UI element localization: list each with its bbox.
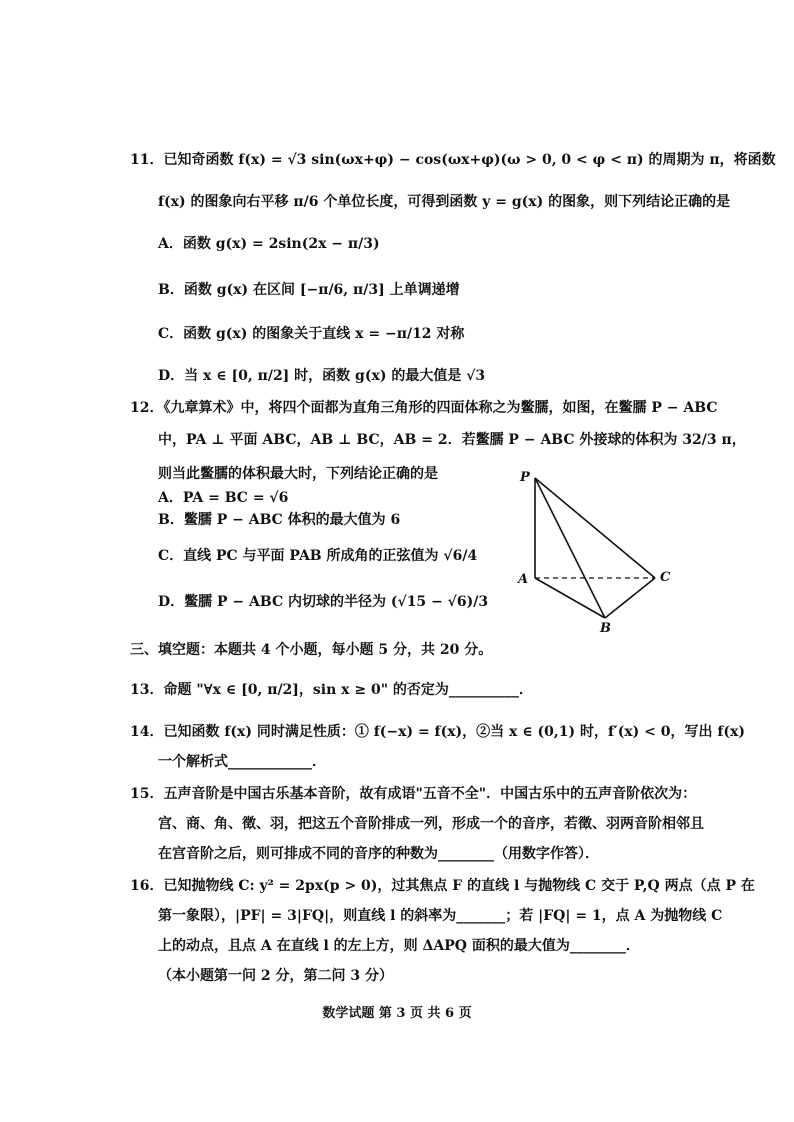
text-line: C．直线 PC 与平面 PAB 所成角的正弦值为 √6/4 — [158, 548, 478, 564]
edge-BC — [605, 578, 655, 618]
tetrahedron-diagram — [510, 468, 680, 638]
label-B: B — [600, 621, 611, 636]
text-line: A．PA = BC = √6 — [158, 490, 289, 506]
text-line: C．函数 g(x) 的图象关于直线 x = −π/12 对称 — [158, 326, 465, 342]
label-P: P — [520, 470, 530, 485]
text-line: 13．命题 "∀x ∈ [0, π/2]，sin x ≥ 0" 的否定为__________． — [130, 682, 533, 698]
text-line: 则当此鳖臑的体积最大时，下列结论正确的是 — [158, 466, 438, 482]
text-line: D．当 x ∈ [0, π/2] 时，函数 g(x) 的最大值是 √3 — [158, 368, 486, 384]
text-line: 中，PA ⊥ 平面 ABC，AB ⊥ BC，AB = 2．若鳖臑 P − ABC 外接球的体积为 32/3 π， — [158, 432, 746, 448]
text-line: 宫、商、角、徵、羽，把这五个音阶排成一列，形成一个的音序，若徵、羽两音阶相邻且 — [158, 816, 704, 832]
text-line: f(x) 的图象向右平移 π/6 个单位长度，可得到函数 y = g(x) 的图象，则下列结论正确的是 — [158, 194, 731, 210]
text-line: 15．五声音阶是中国古乐基本音阶，故有成语"五音不全"．中国古乐中的五声音阶依次为： — [130, 786, 697, 802]
page-footer: 数学试题 第 3 页 共 6 页 — [322, 1006, 472, 1021]
text-line: 14．已知函数 f(x) 同时满足性质：① f(−x) = f(x)，②当 x ∈ (0,1) 时，f′(x) < 0，写出 f(x) — [130, 724, 745, 740]
text-line: 16．已知抛物线 C: y² = 2px(p > 0)，过其焦点 F 的直线 l 与抛物线 C 交于 P,Q 两点（点 P 在 — [130, 878, 755, 894]
text-line: D．鳖臑 P − ABC 内切球的半径为 (√15 − √6)/3 — [158, 594, 489, 610]
text-line: 上的动点，且点 A 在直线 l 的左上方，则 ΔAPQ 面积的最大值为________． — [158, 938, 640, 954]
label-C: C — [660, 570, 671, 585]
tetrahedron-figure — [510, 468, 680, 638]
text-line: 在宫音阶之后，则可排成不同的音序的种数为________（用数字作答）． — [158, 846, 599, 862]
text-line: B．函数 g(x) 在区间 [−π/6, π/3] 上单调递增 — [158, 282, 460, 298]
edge-PB — [535, 478, 605, 618]
text-line: A．函数 g(x) = 2sin(2x − π/3) — [158, 236, 380, 252]
text-line: B．鳖臑 P − ABC 体积的最大值为 6 — [158, 512, 401, 528]
text-line: 第一象限），|PF| = 3|FQ|，则直线 l 的斜率为_______；若 |FQ| = 1，点 A 为抛物线 C — [158, 908, 723, 924]
text-line: 11．已知奇函数 f(x) = √3 sin(ωx+φ) − cos(ωx+φ)(ω > 0, 0 < φ < π) 的周期为 π，将函数 — [130, 152, 776, 168]
text-line: 12．《九章算术》中，将四个面都为直角三角形的四面体称之为鳖臑，如图，在鳖臑 P − ABC — [130, 400, 718, 416]
text-line: （本小题第一问 2 分，第二问 3 分） — [158, 968, 393, 984]
text-line: 一个解析式____________． — [158, 754, 326, 770]
label-A: A — [518, 572, 529, 587]
edge-PC — [535, 478, 655, 578]
text-line: 三、填空题：本题共 4 个小题，每小题 5 分，共 20 分。 — [130, 642, 493, 658]
